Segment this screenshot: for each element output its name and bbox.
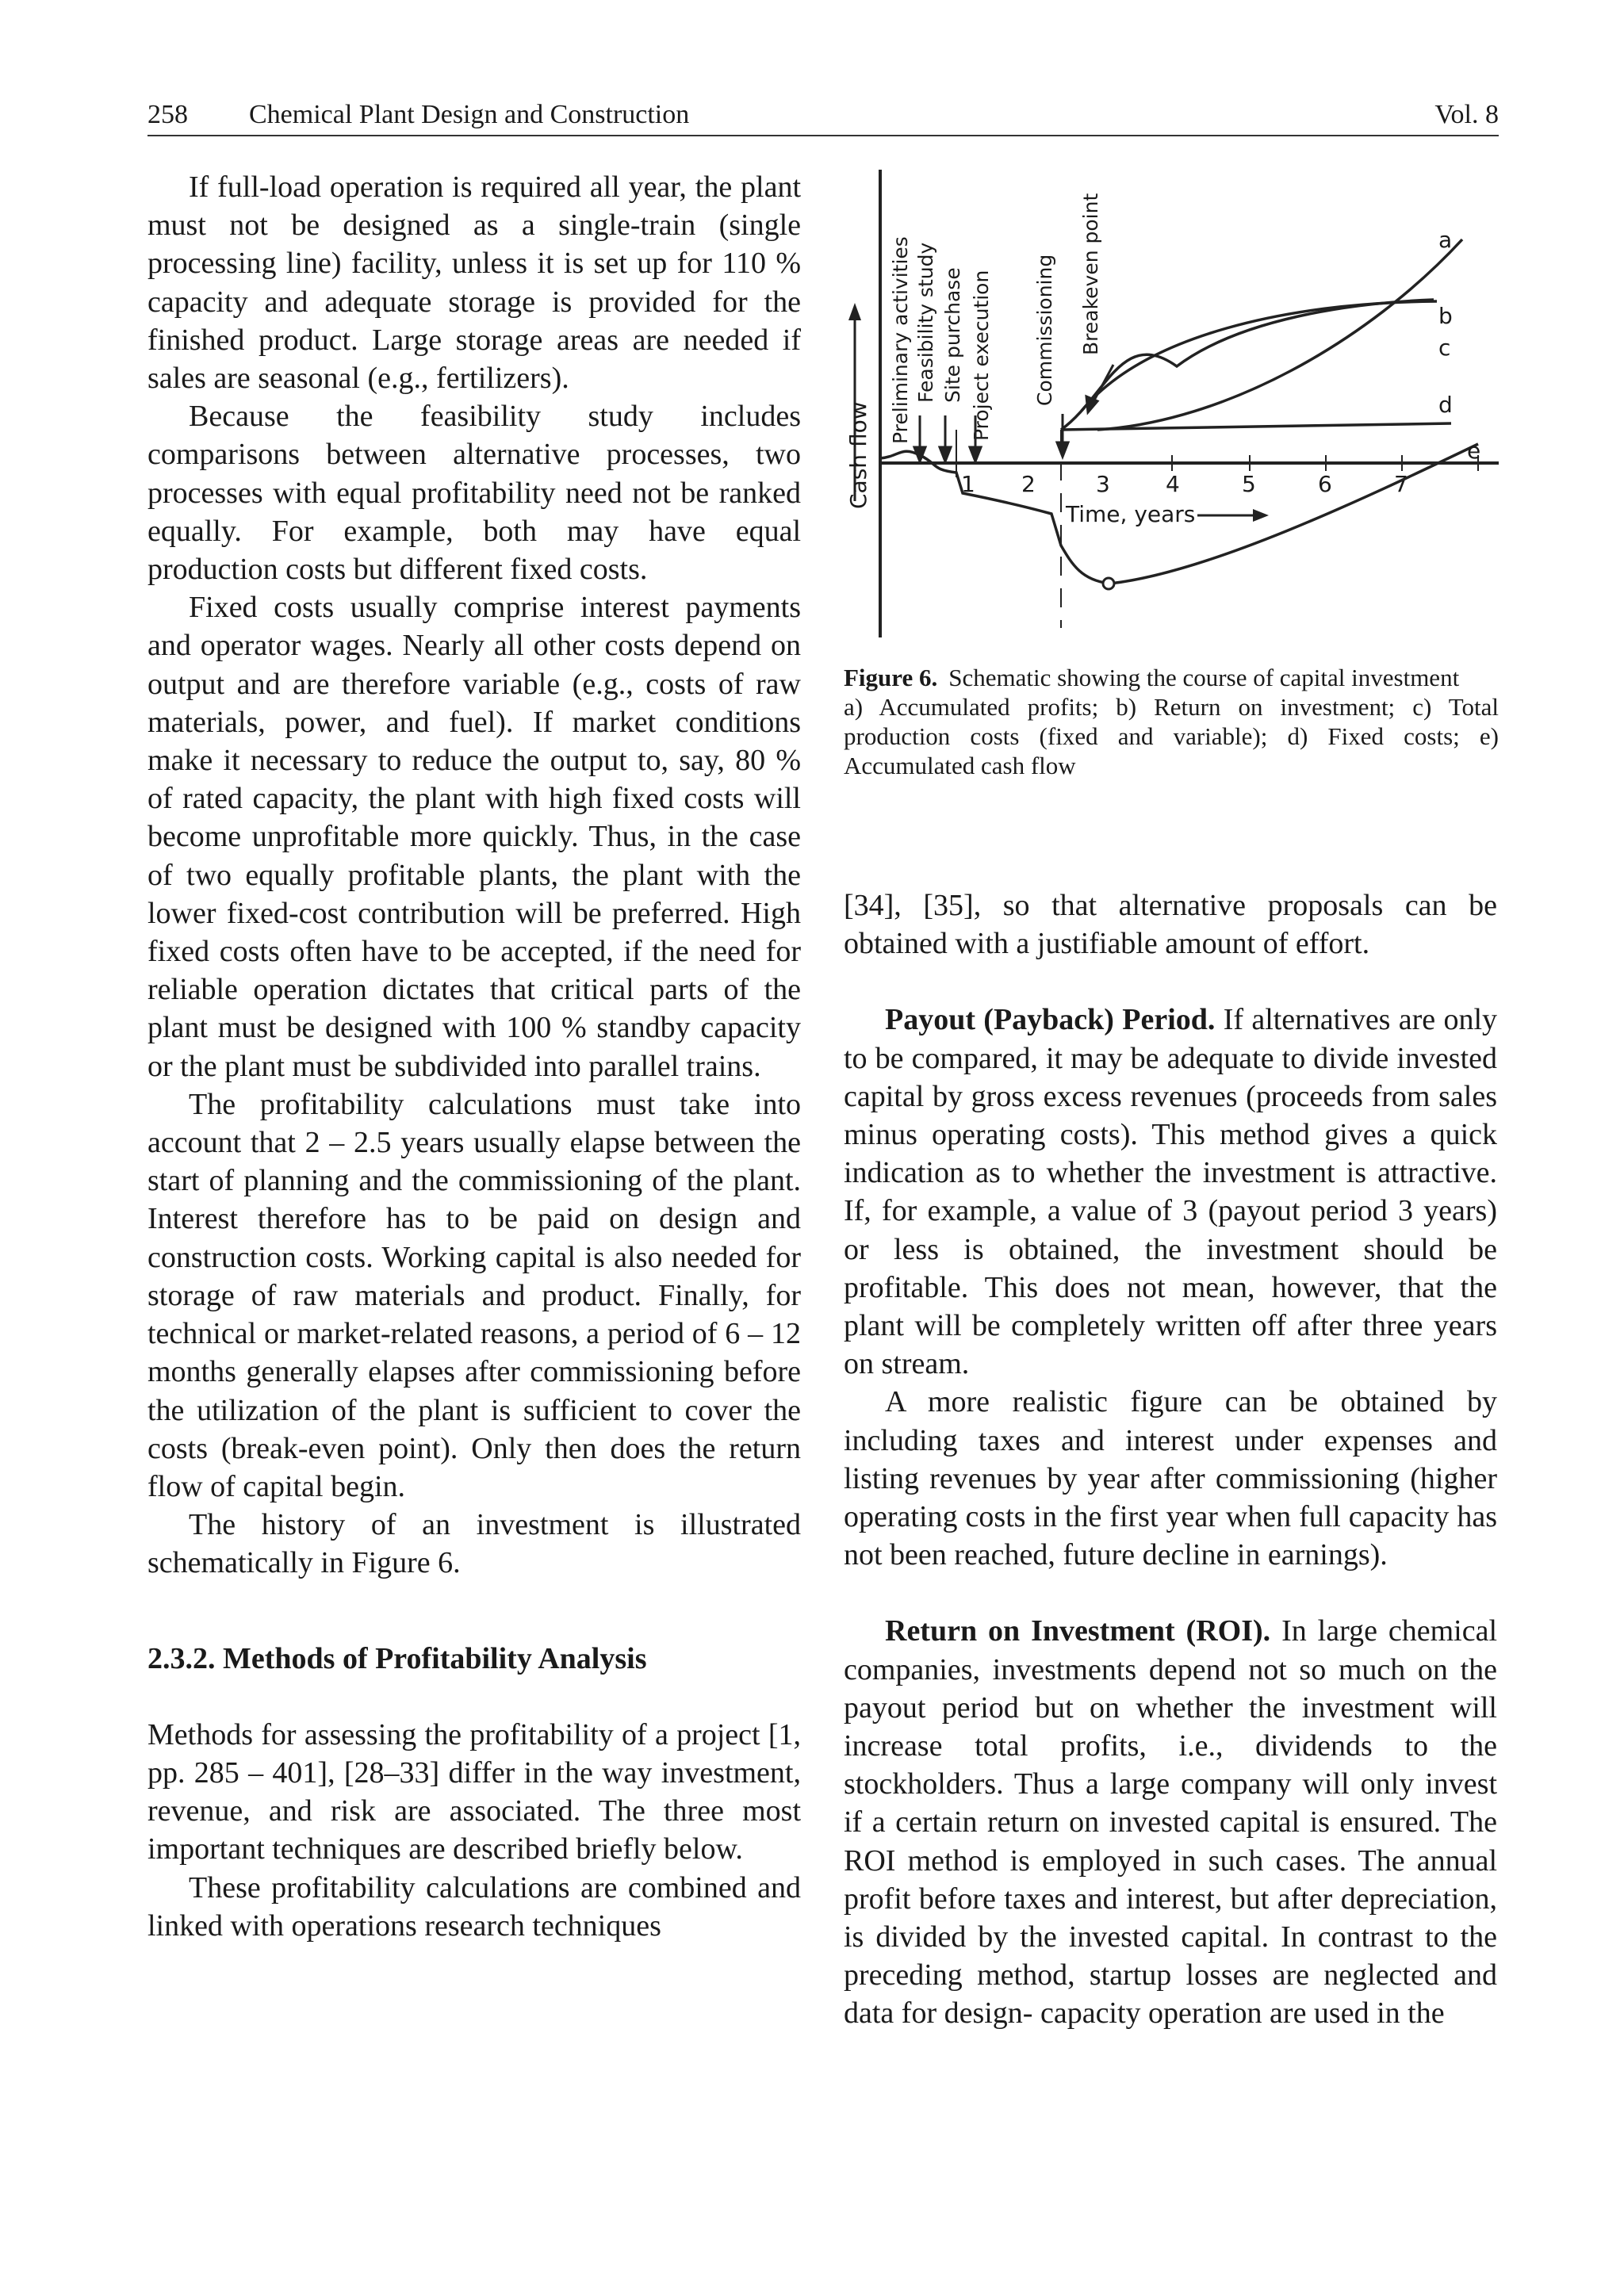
- minimum-point-marker: [1103, 578, 1114, 589]
- arrowhead-icon: [940, 447, 951, 461]
- paragraph: If full-load operation is required all year, the plant must not be designed as a single-train (single processing line) facility, unless it is set up for 110 % capacity and adequate storage is provided for the finished product. Large storage areas are needed if sales are seasonal (e.g., fertilizers).: [147, 170, 801, 396]
- curve-c-total-production-costs: [1061, 300, 1434, 430]
- year-label: 6: [1318, 471, 1332, 497]
- paragraph: [844, 1001, 1497, 1383]
- phase-label: Feasibility study: [914, 242, 937, 403]
- page-number: 258: [147, 100, 188, 129]
- caption-title-line: [844, 663, 1499, 692]
- book-title: Chemical Plant Design and Construction: [249, 100, 690, 129]
- runin-heading-payout: Payout (Payback) Period.: [885, 1003, 1216, 1037]
- x-axis-label: Time, years: [1066, 501, 1196, 527]
- year-label: 4: [1166, 471, 1180, 497]
- runin-heading-roi: Return on Investment (ROI).: [885, 1614, 1271, 1648]
- paragraph: Fixed costs usually comprise interest payments and operator wages. Nearly all other costs depend on output and are therefore variable (e.g., costs of raw materials, power, and fuel). If market conditions make it necessary to reduce the output to, say, 80 % of rated capacity, the plant with high fixed costs will become unprofitable more quickly. Thus, in the case of two equally profitable plants, the plant with the lower fixed-cost contribution will be preferred. High fixed costs often have to be accepted, if the need for reliable operation dictates that critical parts of the plant must be designed with 100 % standby capacity or the plant must be subdivided into parallel trains.: [147, 591, 801, 1083]
- curve-label: d: [1438, 392, 1453, 418]
- year-label: 2: [1021, 471, 1036, 497]
- caption-title: Schematic showing the course of capital investment: [948, 664, 1460, 691]
- volume-label: Vol. 8: [1434, 100, 1499, 129]
- paragraph: [844, 1612, 1497, 2032]
- payout-text: If alternatives are only to be compared, it may be adequate to divide invested capital by gross excess revenues (proceeds from sales minus operating costs). This method gives a quick indication as to whether the investment is attractive. If, for example, a value of 3 (payout period 3 years) or less is obtained, the investment should be profitable. This does not mean, however, that the plant will be completely written off after three years on stream.: [844, 1003, 1498, 1381]
- arrowhead-icon: [1253, 509, 1269, 522]
- year-label: 3: [1096, 471, 1110, 497]
- arrowhead-icon: [970, 447, 981, 461]
- paragraph: A more realistic figure can be obtained by including taxes and interest under expenses and listing revenues by year after commissioning (higher operating costs in the first year when full capacity has not been reached, future decline in earnings).: [844, 1385, 1497, 1572]
- arrowhead-icon: [848, 303, 861, 320]
- paragraph: The profitability calculations must take into account that 2 – 2.5 years usually elapse between the start of planning and the commissioning of the plant. Interest therefore has to be paid on design and construction costs. Working capital is also needed for storage of raw materials and product. Finally, for technical or market-related reasons, a period of 6 – 12 months generally elapses after commissioning before the utilization of the plant is sufficient to cover the costs (break-even point). Only then does the return flow of capital begin.: [147, 1087, 801, 1503]
- roi-text: In large chemical companies, investments depend not so much on the payout period but on whether the investment will increase total profits, i.e., dividends to the stockholders. Thus a large company will only invest if a certain return on invested capital is ensured. The ROI method is employed in such cases. The annual profit before taxes and interest, but after depreciation, is divided by the invested capital. In contrast to the preceding method, startup losses are neglected and data for design- capacity operation are used in the: [844, 1614, 1497, 2031]
- cash-flow-diagram: [844, 168, 1499, 644]
- curve-a-accumulated-profits: [1097, 239, 1462, 430]
- curve-label: e: [1467, 438, 1481, 464]
- curve-label: a: [1438, 227, 1453, 253]
- caption-legend: a) Accumulated profits; b) Return on investment; c) Total production costs (fixed and variable); d) Fixed costs; e) Accumulated cash flow: [844, 693, 1499, 779]
- right-column: [844, 886, 1497, 2033]
- phase-label: Breakeven point: [1079, 193, 1102, 355]
- running-header: [147, 95, 1499, 135]
- paragraph: Methods for assessing the profitability of a project [1, pp. 285 – 401], [28–33] differ in the way investment, revenue, and risk are associated. The three most important techniques are described briefly below.: [147, 1717, 801, 1866]
- left-column: [147, 168, 801, 1945]
- header-rule: [147, 135, 1499, 136]
- paragraph: [34], [35], so that alternative proposals can be obtained with a justifiable amount of effort.: [844, 889, 1497, 961]
- curve-label: b: [1438, 303, 1453, 329]
- year-label: 5: [1242, 471, 1256, 497]
- phase-label: Preliminary activities: [889, 236, 912, 444]
- caption-label: Figure 6.: [844, 664, 938, 691]
- figure-6: [844, 168, 1499, 644]
- phase-label: Project execution: [970, 270, 993, 441]
- y-axis-label: Cash flow: [845, 401, 871, 509]
- paragraph: These profitability calculations are combined and linked with operations research techniques: [147, 1870, 801, 1943]
- paragraph: The history of an investment is illustrated schematically in Figure 6.: [147, 1508, 801, 1580]
- phase-label: Commissioning: [1033, 254, 1056, 406]
- section-heading: 2.3.2. Methods of Profitability Analysis: [147, 1641, 647, 1675]
- year-label: 1: [961, 471, 975, 497]
- arrowhead-icon: [1057, 442, 1068, 457]
- curve-label: c: [1438, 335, 1451, 361]
- year-label: 7: [1394, 471, 1408, 497]
- paragraph: Because the feasibility study includes comparisons between alternative processes, two processes with equal profitability need not be ranked equally. For example, both may have equal production costs but different fixed costs.: [147, 400, 801, 587]
- phase-label: Site purchase: [941, 267, 964, 403]
- figure-caption: [844, 663, 1499, 780]
